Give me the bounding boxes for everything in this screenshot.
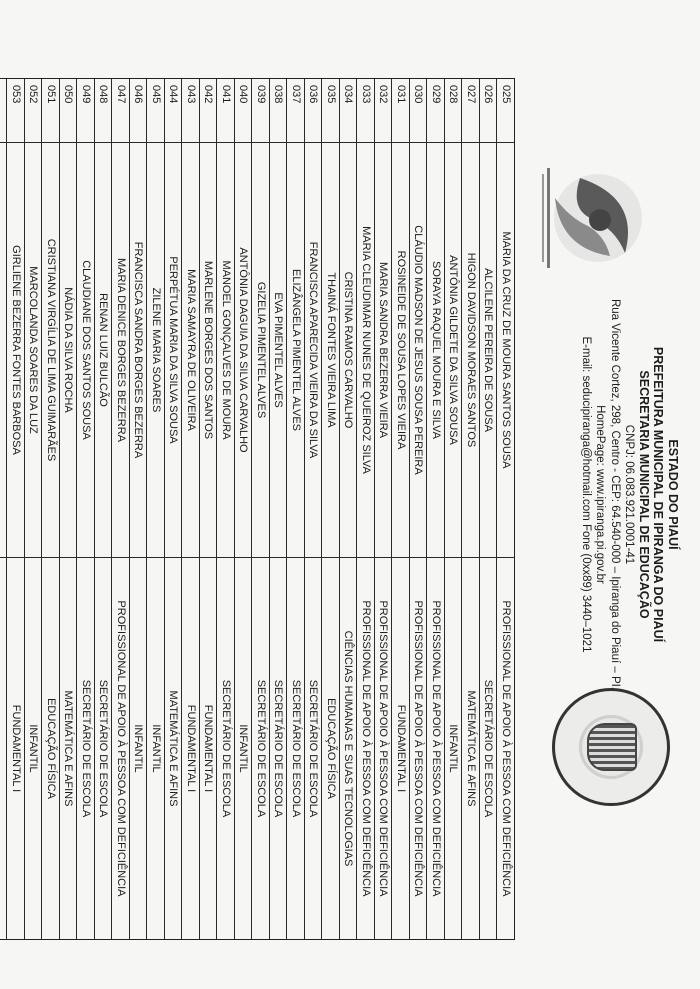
candidate-name: CRISTIANA VIRGÍLIA DE LIMA GUIMARÃES	[43, 143, 60, 558]
candidate-name: RENAN LUIZ BULCÃO	[95, 143, 112, 558]
position-area: INFANTIL	[237, 724, 250, 773]
table-row	[200, 79, 218, 939]
candidate-name: ZILENE MARIA SOARES	[148, 143, 165, 558]
candidate-name: CLÁUDIO MADSON DE JESUS SOUSA PEREIRA	[410, 143, 427, 558]
position-area: FUNDAMENTAL I	[202, 704, 215, 793]
candidate-name: GIZELIA PIMENTEL ALVES	[253, 143, 270, 558]
position-area: SECRETÁRIO DE ESCOLA	[290, 679, 302, 818]
row-number: 045	[148, 79, 165, 143]
table-row	[480, 79, 498, 939]
position-area: PROFISSIONAL DE APOIO À PESSOA COM DEFICIÊNCIA	[500, 600, 512, 897]
table-row	[148, 79, 166, 939]
table-row	[235, 79, 253, 939]
table-row	[0, 79, 8, 939]
prefecture-name: PREFEITURA MUNICIPAL DE IPIRANGA DO PIAUÍ	[651, 346, 666, 643]
position-area: SECRETÁRIO DE ESCOLA	[255, 679, 267, 818]
contact-text: E-mail: seducipiranga@hotmail.com Fone (0xx89) 3440–1021	[580, 336, 592, 653]
candidate-name: FRANCISCA APARECIDA VIEIRA DA SILVA	[305, 143, 322, 558]
address-text: Rua Vicente Cortez, 298, Centro - CEP: 64.540-000 – Ipiranga do Piauí – PI.	[609, 298, 621, 691]
letterhead-text	[579, 180, 681, 809]
table-row	[323, 79, 341, 939]
table-row	[393, 79, 411, 939]
row-number: 029	[428, 79, 445, 143]
row-number	[0, 79, 7, 143]
row-number: 035	[323, 79, 340, 143]
candidate-name: CLAUDIANE DOS SANTOS SOUSA	[78, 143, 95, 558]
position-area: INFANTIL	[132, 724, 145, 773]
position-area: SECRETÁRIO DE ESCOLA	[272, 679, 285, 818]
candidate-name: PERPÉTUA MARIA DA SILVA SOUSA	[165, 143, 182, 558]
candidate-name: MARIA DA CRUZ DE MOURA SANTOS SOUSA	[498, 143, 515, 558]
candidate-name: ALCILENE PEREIRA DE SOUSA	[480, 143, 497, 558]
table-row	[340, 79, 358, 939]
row-number: 028	[445, 79, 462, 143]
row-number: 046	[130, 79, 147, 143]
candidate-name: NÁDIA DA SILVA ROCHA	[60, 143, 77, 558]
position-area: INFANTIL	[150, 724, 162, 773]
table-row	[270, 79, 288, 939]
candidate-name: ELIZÂNGELA PIMENTEL ALVES	[288, 143, 305, 558]
row-number: 031	[393, 79, 410, 143]
table-row	[165, 79, 183, 939]
row-number: 043	[183, 79, 200, 143]
position-area: PROFISSIONAL DE APOIO À PESSOA COM DEFICIÊNCIA	[115, 600, 127, 897]
row-number: 033	[358, 79, 375, 143]
table-row	[218, 79, 236, 939]
position-area: SECRETÁRIO DE ESCOLA	[97, 679, 110, 818]
table-row	[95, 79, 113, 939]
candidate-name: MARLENE BORGES DOS SANTOS	[200, 143, 217, 558]
row-number: 026	[480, 79, 497, 143]
row-number: 051	[43, 79, 60, 143]
position-area: SECRETÁRIO DE ESCOLA	[482, 679, 495, 818]
row-number: 047	[113, 79, 130, 143]
table-row	[498, 79, 515, 939]
table-row	[375, 79, 393, 939]
table-row	[445, 79, 463, 939]
candidate-name: MARIA SAMAYRA DE OLIVEIRA	[183, 143, 200, 558]
candidate-name: SORAYA RAQUEL MOURA E SILVA	[428, 143, 445, 558]
candidate-name: FRANCISCA SANDRA BORGES BEZERRA	[130, 143, 147, 558]
position-area: MATEMÁTICA E AFINS	[62, 690, 75, 807]
position-area: PROFISSIONAL DE APOIO À PESSOA COM DEFICIÊNCIA	[412, 600, 425, 897]
row-number: 050	[60, 79, 77, 143]
row-number: 053	[8, 79, 25, 143]
table-row	[43, 79, 61, 939]
letterhead	[515, 0, 700, 989]
position-area: SECRETÁRIO DE ESCOLA	[307, 679, 320, 818]
table-row	[253, 79, 271, 939]
table-row	[130, 79, 148, 939]
homepage-text: HomePage: www.ipiranga.pi.gov.br	[594, 405, 607, 584]
row-number: 041	[218, 79, 235, 143]
table-row	[428, 79, 446, 939]
position-area: CIÊNCIAS HUMANAS E SUAS TECNOLOGIAS	[342, 630, 355, 867]
position-area: PROFISSIONAL DE APOIO À PESSOA COM DEFICIÊNCIA	[430, 600, 442, 897]
row-number: 034	[340, 79, 357, 143]
position-area: INFANTIL	[27, 724, 40, 773]
row-number: 038	[270, 79, 287, 143]
table-row	[305, 79, 323, 939]
candidate-name: MARIA DENICE BORGES BEZERRA	[113, 143, 130, 558]
table-row	[8, 79, 26, 939]
position-area: SECRETÁRIO DE ESCOLA	[220, 679, 232, 818]
table-row	[288, 79, 306, 939]
candidate-name: MARIA CLEUDIMAR NUNES DE QUEIROZ SILVA	[358, 143, 375, 558]
candidate-name	[0, 143, 7, 558]
row-number: 044	[165, 79, 182, 143]
position-area: FUNDAMENTAL I	[185, 704, 197, 793]
row-number: 039	[253, 79, 270, 143]
position-area: SECRETÁRIO DE ESCOLA	[80, 679, 92, 818]
position-area: FUNDAMENTAL I	[10, 704, 22, 793]
table-row	[113, 79, 131, 939]
candidate-name: ROSINEIDE DE SOUSA LOPES VIEIRA	[393, 143, 410, 558]
position-area: FUNDAMENTAL I	[395, 704, 407, 793]
candidates-table	[0, 78, 515, 940]
row-number: 052	[25, 79, 42, 143]
position-area: MATEMÁTICA E AFINS	[167, 690, 180, 807]
row-number: 042	[200, 79, 217, 143]
row-number: 027	[463, 79, 480, 143]
candidate-name: ANTÔNIA GILDETE DA SILVA SOUSA	[445, 143, 462, 558]
table-row	[25, 79, 43, 939]
position-area	[0, 558, 7, 939]
department-name: SECRETARIA MUNICIPAL DE EDUCAÇÃO	[637, 370, 651, 619]
candidate-name: MARCOLANDA SOARES DA LUZ	[25, 143, 42, 558]
candidate-name: THAINÁ FONTES VIEIRA LIMA	[323, 143, 340, 558]
table-row	[183, 79, 201, 939]
candidate-name: MANOEL GONÇALVES DE MOURA	[218, 143, 235, 558]
row-number: 040	[235, 79, 252, 143]
position-area: PROFISSIONAL DE APOIO À PESSOA COM DEFICIÊNCIA	[360, 600, 372, 897]
candidate-name: CRISTINA RAMOS CARVALHO	[340, 143, 357, 558]
candidate-name: MARIA SANDRA BEZERRA VIEIRA	[375, 143, 392, 558]
row-number: 030	[410, 79, 427, 143]
row-number: 048	[95, 79, 112, 143]
table-row	[463, 79, 481, 939]
table-row	[410, 79, 428, 939]
table-row	[60, 79, 78, 939]
row-number: 032	[375, 79, 392, 143]
position-area: EDUCAÇÃO FÍSICA	[325, 698, 337, 799]
table-row	[78, 79, 96, 939]
state-name: ESTADO DO PIAUÍ	[666, 439, 680, 550]
cnpj-text: CNPJ: 06.083.921.0001-41	[623, 424, 636, 565]
row-number: 049	[78, 79, 95, 143]
position-area: EDUCAÇÃO FÍSICA	[45, 698, 57, 799]
position-area: INFANTIL	[447, 724, 460, 773]
position-area: MATEMÁTICA E AFINS	[465, 690, 477, 807]
table-row	[358, 79, 376, 939]
row-number: 037	[288, 79, 305, 143]
row-number: 036	[305, 79, 322, 143]
position-area: PROFISSIONAL DE APOIO À PESSOA COM DEFICIÊNCIA	[377, 600, 390, 897]
row-number: 025	[498, 79, 515, 143]
candidate-name: EVA PIMENTEL ALVES	[270, 143, 287, 558]
candidate-name: GIRLIENE BEZERRA FONTES BARBOSA	[8, 143, 25, 558]
candidate-name: ANTÔNIA DAGUIA DA SILVA CARVALHO	[235, 143, 252, 558]
candidate-name: HIGON DAVIDSON MORAES SANTOS	[463, 143, 480, 558]
